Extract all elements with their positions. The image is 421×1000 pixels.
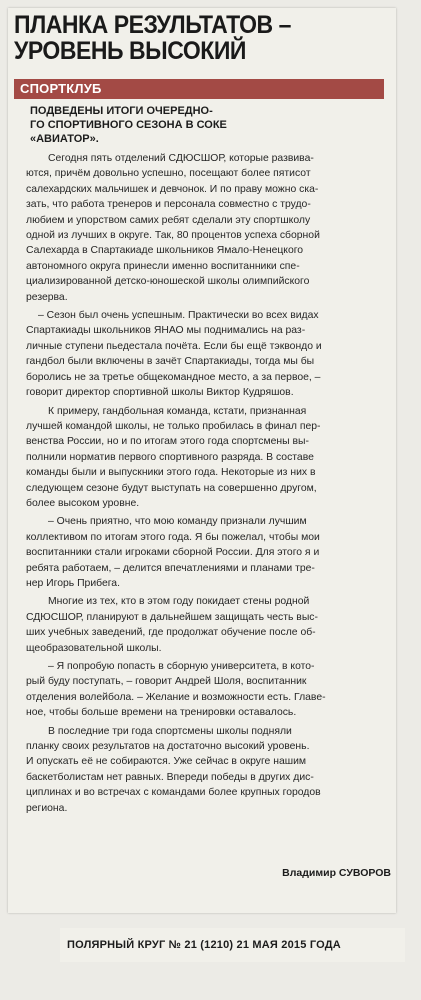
body-line: региона. [26,802,68,814]
article-body [26,151,386,816]
body-line: – Очень приятно, что мою команду признали лучшим [48,516,307,528]
body-line: команды были и выпускники этого года. Некоторые из них в [26,467,316,479]
body-line: гандбол были включены в зачёт Спартакиады, тогда мы бы [26,356,315,368]
body-line: полнили норматив первого спортивного разряда. В составе [26,451,314,463]
body-line: любием и упорством самих ребят сделали эту спортшколу [26,214,311,226]
body-line: В последние три года спортсмены школы подняли [48,725,292,737]
article-headline [14,12,356,64]
body-line: щеобразовательной школы. [26,642,162,654]
body-line: личные ступени пьедестала почёта. Если бы ещё тэквондо и [26,340,322,352]
body-line: Спартакиады школьников ЯНАО мы поднимались на раз- [26,325,306,337]
body-line: ются, причём довольно успешно, посещают более пятисот [26,168,311,180]
body-line: ребята работаем, – делится впечатлениями и планами тре- [26,562,315,574]
body-line: – Я попробую попасть в сборную университета, в кото- [48,661,315,672]
body-line: баскетболистам нет равных. Впереди победы в других дис- [26,771,314,783]
body-line: венства России, но и по итогам этого года спортсмены вы- [26,436,309,448]
article-author: Владимир СУВОРОВ [282,867,391,879]
body-line: воспитанники стали игроками сборной России. Для этого я и [26,547,320,559]
body-line: боролись не за третье общекомандное место, а за первое, – [26,371,321,383]
body-line: циализированной детско-юношеской школы олимпийского [26,276,310,288]
headline-line-1: ПЛАНКА РЕЗУЛЬТАТОВ – [14,11,291,39]
body-line: автономного округа принесли именно воспитанники спе- [26,260,300,272]
body-line: резерва. [26,291,68,303]
body-line: одной из лучших в округе. Так, 80 процентов успеха сборной [26,230,320,242]
body-line: И опускать её не собираются. Уже сейчас в округе нашим [26,756,307,768]
body-line: рый буду поступать, – говорит Андрей Шоля, воспитанник [26,676,307,688]
lead-line: «АВИАТОР». [30,133,99,145]
body-line: зать, что работа тренеров и персонала совместно с трудо- [26,199,311,211]
body-line: К примеру, гандбольная команда, кстати, признанная [48,405,307,417]
rubric-label: СПОРТКЛУБ [20,81,102,96]
body-line: говорит директор спортивной школы Виктор Кудряшов. [26,387,294,399]
body-line: лучшей командой школы, не только пробилась в финал пер- [26,420,321,432]
lead-line: ГО СПОРТИВНОГО СЕЗОНА В СОКЕ [30,119,227,131]
body-line: более высоком уровне. [26,497,140,509]
body-line: коллективом по итогам этого года. Я бы пожелал, чтобы мои [26,531,320,543]
publication-footer: ПОЛЯРНЫЙ КРУГ № 21 (1210) 21 МАЯ 2015 ГОДА [67,939,341,951]
body-line: Сегодня пять отделений СДЮСШОР, которые развива- [48,153,314,164]
body-line: следующем сезоне будут выступать на совершенно другом, [26,482,317,494]
article-lead [30,104,380,146]
body-line: салехардских мальчишек и девчонок. И по праву можно ска- [26,183,319,195]
body-line: нер Игорь Прибега. [26,577,120,589]
body-line: ших учебных заведений, где продолжат обучение после об- [26,627,316,639]
headline-line-2: УРОВЕНЬ ВЫСОКИЙ [14,37,246,65]
body-line: циплинах и во встречах с командами более крупных городов [26,787,321,799]
body-line: отделения волейбола. – Желание и возможности есть. Главе- [26,691,326,703]
body-line: ное, чтобы больше времени на тренировки оставалось. [26,707,297,719]
body-line: Салехарда в Спартакиаде школьников Ямало-Ненецкого [26,245,304,257]
body-line: планку своих результатов на достаточно высокий уровень. [26,741,310,753]
body-line: – Сезон был очень успешным. Практически во всех видах [38,310,319,322]
body-line: СДЮСШОР, планируют в дальнейшем защищать честь выс- [26,611,318,623]
rubric-bar [14,79,384,99]
body-line: Многие из тех, кто в этом году покидает стены родной [48,596,310,608]
lead-line: ПОДВЕДЕНЫ ИТОГИ ОЧЕРЕДНО- [30,105,213,117]
